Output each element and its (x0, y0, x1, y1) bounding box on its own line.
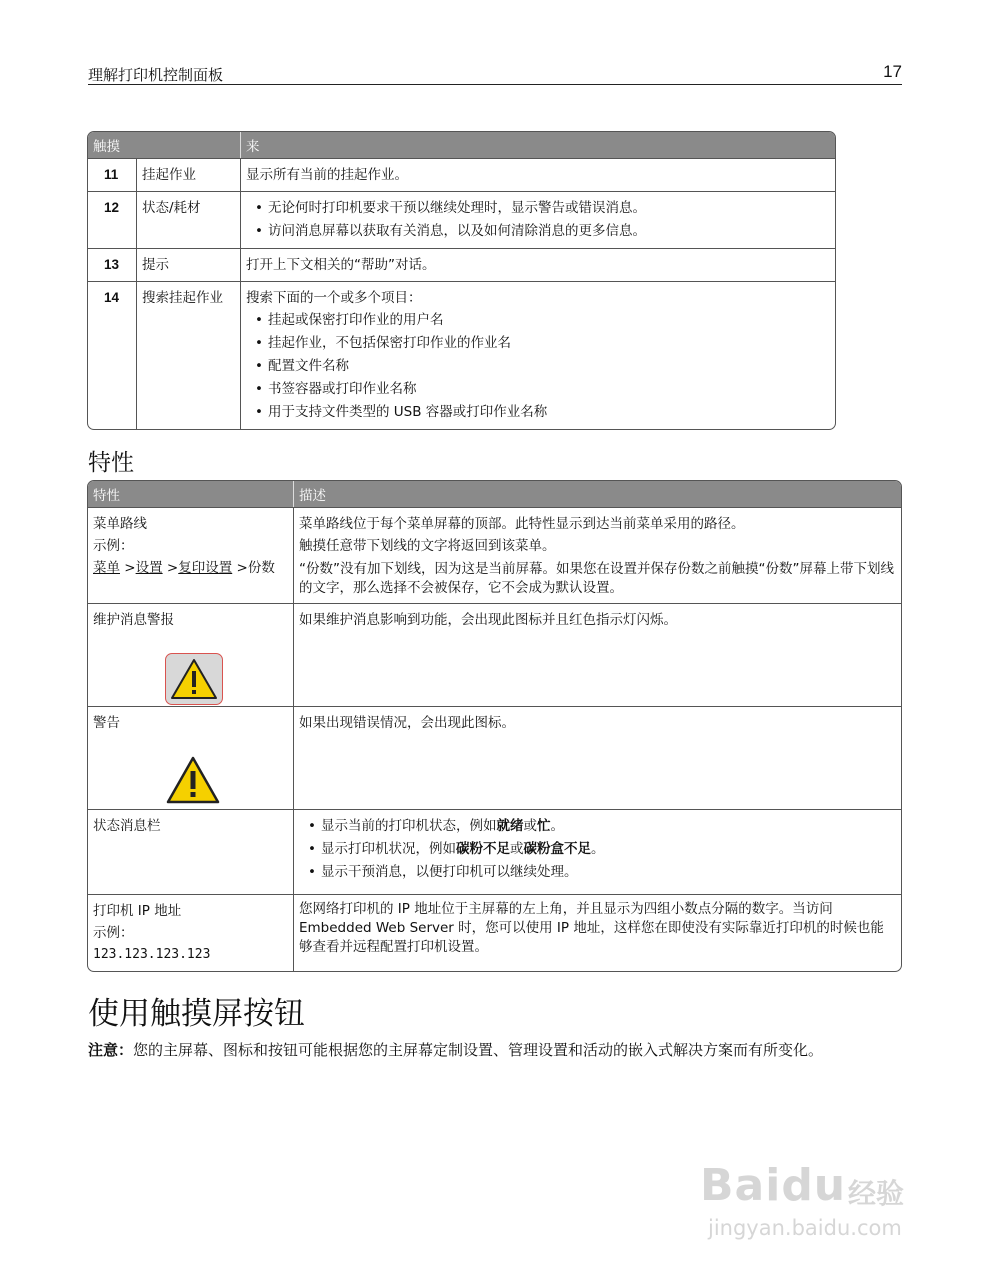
text: 或 (510, 841, 524, 857)
breadcrumb-sep: > (162, 560, 179, 576)
row-desc: 打开上下文相关的“帮助”对话。 (240, 248, 835, 281)
table-row (88, 894, 901, 971)
list-item (299, 838, 896, 861)
list-item: • 配置文件名称 (246, 355, 830, 378)
list-item (299, 815, 896, 838)
row-number: 11 (88, 158, 136, 191)
row-desc (240, 281, 835, 429)
baidu-watermark (700, 1130, 930, 1240)
list-item: • 用于支持文件类型的 USB 容器或打印作业名称 (246, 401, 830, 424)
feature-name: 菜单路线 (93, 516, 147, 532)
row-name: 状态/耗材 (136, 191, 240, 248)
feature-cell (88, 894, 293, 971)
features-table (87, 480, 902, 972)
desc-cell (293, 507, 901, 603)
feature-name: 打印机 IP 地址 (93, 903, 182, 919)
text: 。 (550, 818, 564, 834)
breadcrumb-link: 设置 (135, 560, 163, 576)
buttons-table (87, 131, 836, 430)
note-paragraph (88, 1039, 902, 1061)
table-row (88, 809, 901, 894)
feature-cell (88, 706, 293, 809)
ip-example: 123.123.123.123 (93, 947, 211, 962)
row-number: 12 (88, 191, 136, 248)
note-text: 您的主屏幕、图标和按钮可能根据您的主屏幕定制设置、管理设置和活动的嵌入式解决方案而有所变化。 (133, 1041, 824, 1059)
watermark-brand-a: Bai (700, 1160, 782, 1211)
breadcrumb-link: 复印设置 (178, 560, 233, 576)
icon-wrap (93, 631, 288, 701)
breadcrumb-link: 菜单 (93, 560, 120, 576)
desc-cell: 如果维护消息影响到功能，会出现此图标并且红色指示灯闪烁。 (293, 603, 901, 706)
table-row (88, 191, 835, 248)
note-label: 注意： (88, 1041, 134, 1059)
status-term: 就绪 (496, 818, 524, 834)
status-term: 忙 (537, 818, 551, 834)
feature-cell (88, 603, 293, 706)
row-name: 挂起作业 (136, 158, 240, 191)
row-desc-intro: 搜索下面的一个或多个项目： (246, 290, 422, 306)
list-item: • 挂起作业，不包括保密打印作业的作业名 (246, 332, 830, 355)
list-item: • 无论何时打印机要求干预以继续处理时，显示警告或错误消息。 (246, 197, 830, 220)
table-row (88, 706, 901, 809)
list-item: • 挂起或保密打印作业的用户名 (246, 309, 830, 332)
watermark-brand-b: du (781, 1160, 847, 1211)
status-term: 碳粉不足 (456, 841, 510, 857)
example-label: 示例： (93, 538, 134, 554)
section-heading: 使用触摸屏按钮 (88, 996, 305, 1032)
page-header (88, 62, 902, 85)
list-item: • 显示干预消息，以便打印机可以继续处理。 (299, 861, 896, 884)
row-desc: 显示所有当前的挂起作业。 (240, 158, 835, 191)
desc-line: 菜单路线位于每个菜单屏幕的顶部。此特性显示到达当前菜单采用的路径。 (299, 516, 745, 532)
row-name: 搜索挂起作业 (136, 281, 240, 429)
desc-cell: 您网络打印机的 IP 地址位于主屏幕的左上角，并且显示为四组小数点分隔的数字。当访问 Embedded Web Server 时，您可以使用 IP 地址，这样您在即使没有实际靠近打印机的时候也能够查看并远程配置打印机设置。 (293, 894, 901, 971)
table-row (88, 248, 835, 281)
col-to: 来 (240, 132, 835, 158)
feature-name: 警告 (93, 715, 120, 731)
text: 。 (591, 841, 605, 857)
desc-line: “份数”没有加下划线，因为这是当前屏幕。如果您在设置并保存份数之前触摸“份数”屏幕上带下划线的文字，那么选择不会被保存，它不会成为默认设置。 (299, 561, 894, 596)
breadcrumb-sep: > (232, 560, 248, 576)
table-row (88, 603, 901, 706)
col-feature: 特性 (88, 481, 293, 507)
watermark-url: jingyan.baidu.com (708, 1216, 902, 1240)
status-term: 碳粉盒不足 (523, 841, 591, 857)
header-title: 理解打印机控制面板 (88, 66, 224, 84)
row-desc (240, 191, 835, 248)
maintenance-alert-icon (165, 653, 223, 705)
watermark-cn: 经验 (848, 1177, 905, 1210)
warning-icon (165, 754, 221, 806)
example-label: 示例： (93, 925, 134, 941)
features-heading: 特性 (88, 450, 134, 476)
col-touch: 触摸 (88, 132, 240, 158)
row-number: 14 (88, 281, 136, 429)
table-row (88, 281, 835, 429)
list-item: • 书签容器或打印作业名称 (246, 378, 830, 401)
desc-cell: 如果出现错误情况，会出现此图标。 (293, 706, 901, 809)
page-number: 17 (883, 62, 902, 81)
feature-cell (88, 507, 293, 603)
col-desc: 描述 (293, 481, 901, 507)
feature-name: 状态消息栏 (93, 818, 161, 834)
feature-cell (88, 809, 293, 894)
breadcrumb (93, 557, 288, 579)
watermark-brand (700, 1160, 846, 1211)
text: 显示打印机状况，例如 (321, 841, 456, 857)
icon-wrap (93, 734, 288, 804)
desc-line: 触摸任意带下划线的文字将返回到该菜单。 (299, 538, 556, 554)
list-item: • 访问消息屏幕以获取有关消息，以及如何清除消息的更多信息。 (246, 220, 830, 243)
table-row (88, 158, 835, 191)
table-row (88, 507, 901, 603)
feature-name: 维护消息警报 (93, 612, 174, 628)
text: 或 (523, 818, 537, 834)
row-name: 提示 (136, 248, 240, 281)
desc-cell (293, 809, 901, 894)
breadcrumb-current: 份数 (247, 560, 275, 576)
breadcrumb-sep: > (120, 560, 136, 576)
text: 显示当前的打印机状态，例如 (321, 818, 497, 834)
row-number: 13 (88, 248, 136, 281)
